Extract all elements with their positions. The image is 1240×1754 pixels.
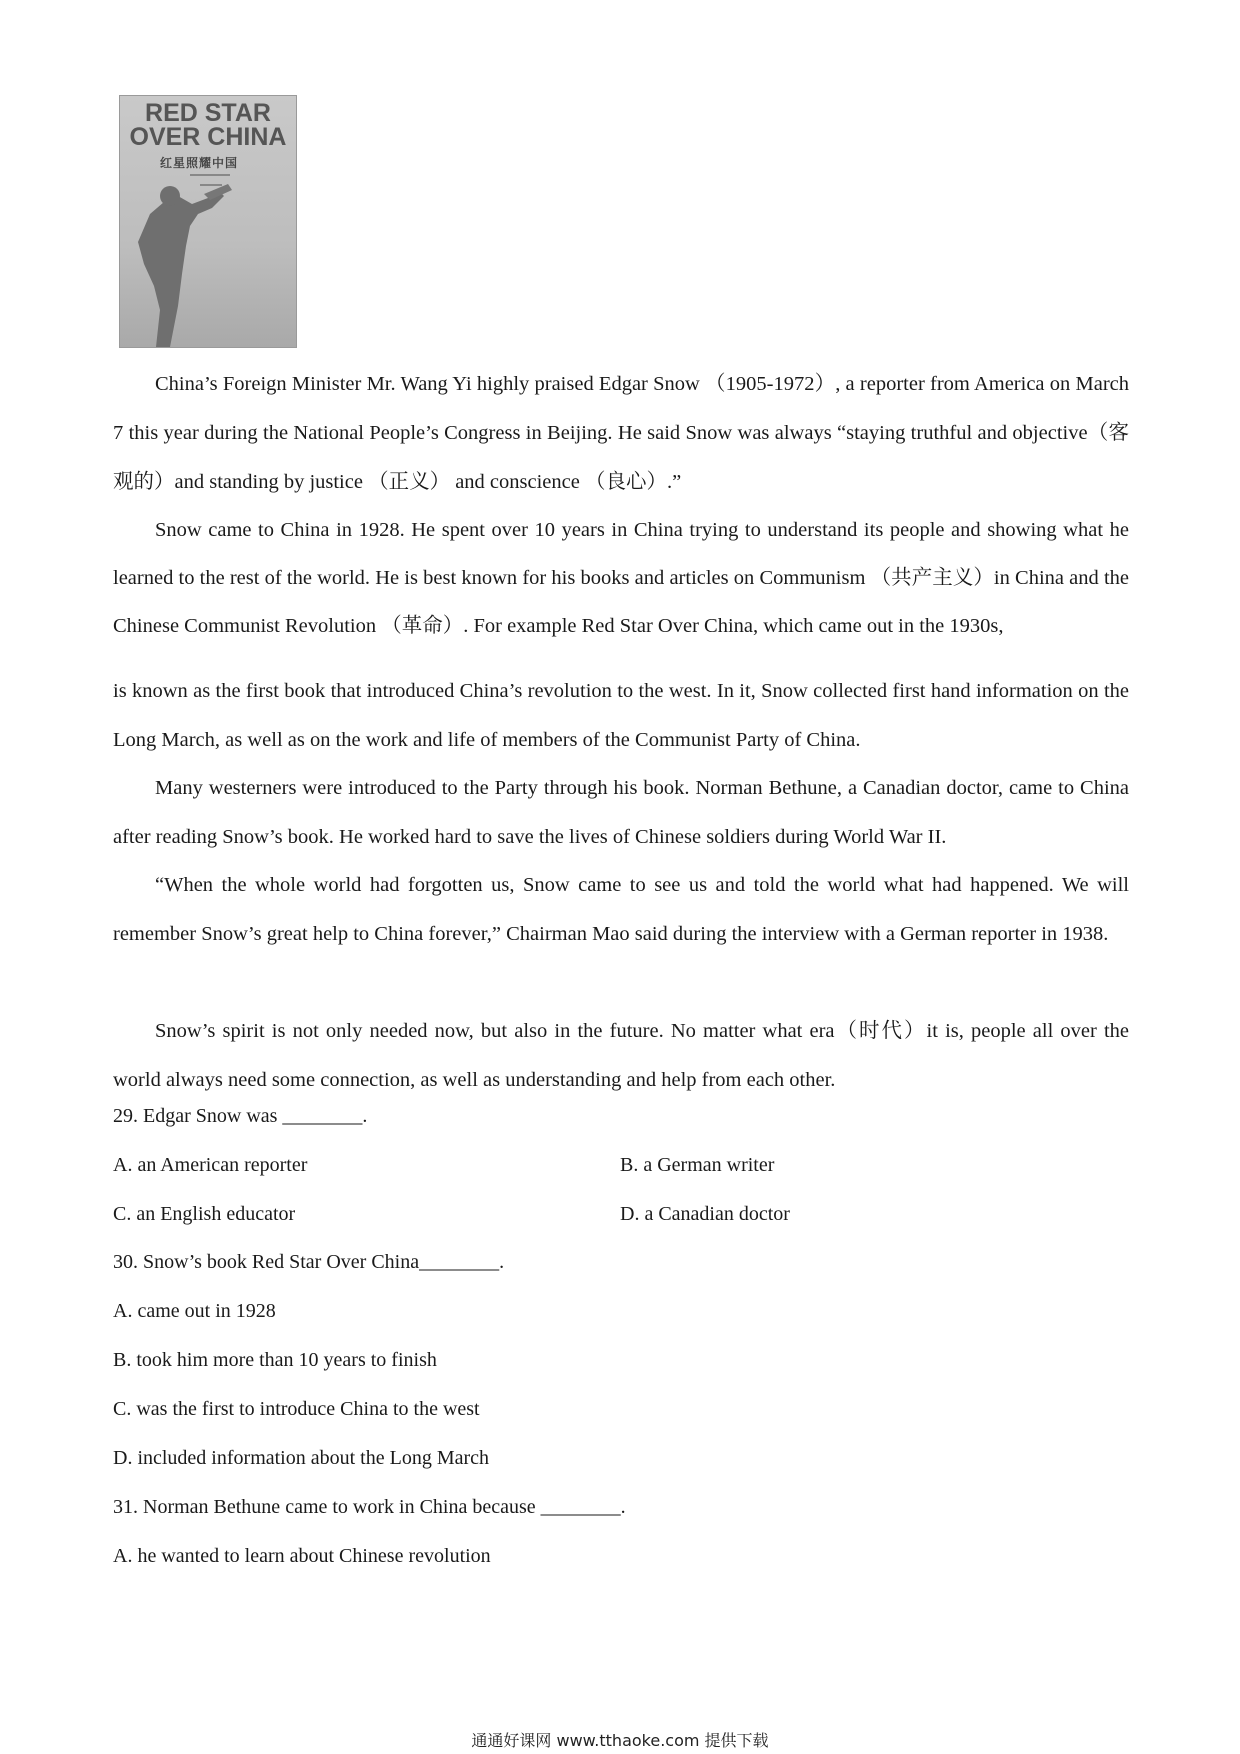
question-30-option-a: A. came out in 1928 (113, 1300, 276, 1322)
article-paragraph-4: “When the whole world had forgotten us, Snow came to see us and told the world what had happened. We will remember Snow’s great help to China forever,” Chairman Mao said during the interview with a German reporter in 1938. (113, 874, 1129, 945)
question-29-option-b: B. a German writer (620, 1154, 775, 1176)
cover-author-line (190, 174, 230, 176)
question-30-option-c: C. was the first to introduce China to the west (113, 1398, 480, 1420)
cover-title-line1: RED STAR (145, 99, 271, 127)
cover-translator-line (200, 184, 222, 186)
article-paragraph-3: Many westerners were introduced to the Party through his book. Norman Bethune, a Canadian doctor, came to China after reading Snow’s book. He worked hard to save the lives of Chinese soldiers during World War II. (113, 777, 1129, 848)
article-paragraph-5: Snow’s spirit is not only needed now, but also in the future. No matter what era（时代）it is, people all over the world always need some connection, as well as understanding and help from each other. (113, 1020, 1129, 1091)
question-30-option-d: D. included information about the Long March (113, 1447, 490, 1469)
article-paragraph-2b: is known as the first book that introduced China’s revolution to the west. In it, Snow collected first hand information on the Long March, as well as on the work and life of members of the Communist Party of China. (113, 680, 1129, 751)
cover-title-chinese: 红星照耀中国 (160, 156, 239, 170)
question-30-option-b: B. took him more than 10 years to finish (113, 1349, 437, 1371)
article-paragraph-1: China’s Foreign Minister Mr. Wang Yi highly praised Edgar Snow （1905-1972）, a reporter from America on March 7 this year during the National People’s Congress in Beijing. He said Snow was always “staying truthful and objective（客观的）and standing by justice （正义） and conscience （良心）.” (113, 373, 1129, 493)
cover-title-line2: OVER CHINA (129, 123, 287, 151)
page-footer: 通通好课网 www.tthaoke.com 提供下载 (471, 1731, 769, 1750)
question-30-stem: 30. Snow’s book Red Star Over China________. (113, 1251, 505, 1273)
question-31-option-a: A. he wanted to learn about Chinese revolution (113, 1545, 491, 1567)
book-cover-image (119, 95, 297, 348)
question-29-option-d: D. a Canadian doctor (620, 1203, 790, 1225)
question-29-option-c: C. an English educator (113, 1203, 296, 1225)
question-29-option-a: A. an American reporter (113, 1154, 308, 1176)
question-29-stem: 29. Edgar Snow was ________. (113, 1105, 368, 1127)
article-paragraph-2a: Snow came to China in 1928. He spent over 10 years in China trying to understand its people and showing what he learned to the rest of the world. He is best known for his books and articles on Communism （共产主义）in China and the Chinese Communist Revolution （革命）. For example Red Star Over China, which came out in the 1930s, (113, 519, 1129, 637)
question-31-stem: 31. Norman Bethune came to work in China because ________. (113, 1496, 626, 1518)
